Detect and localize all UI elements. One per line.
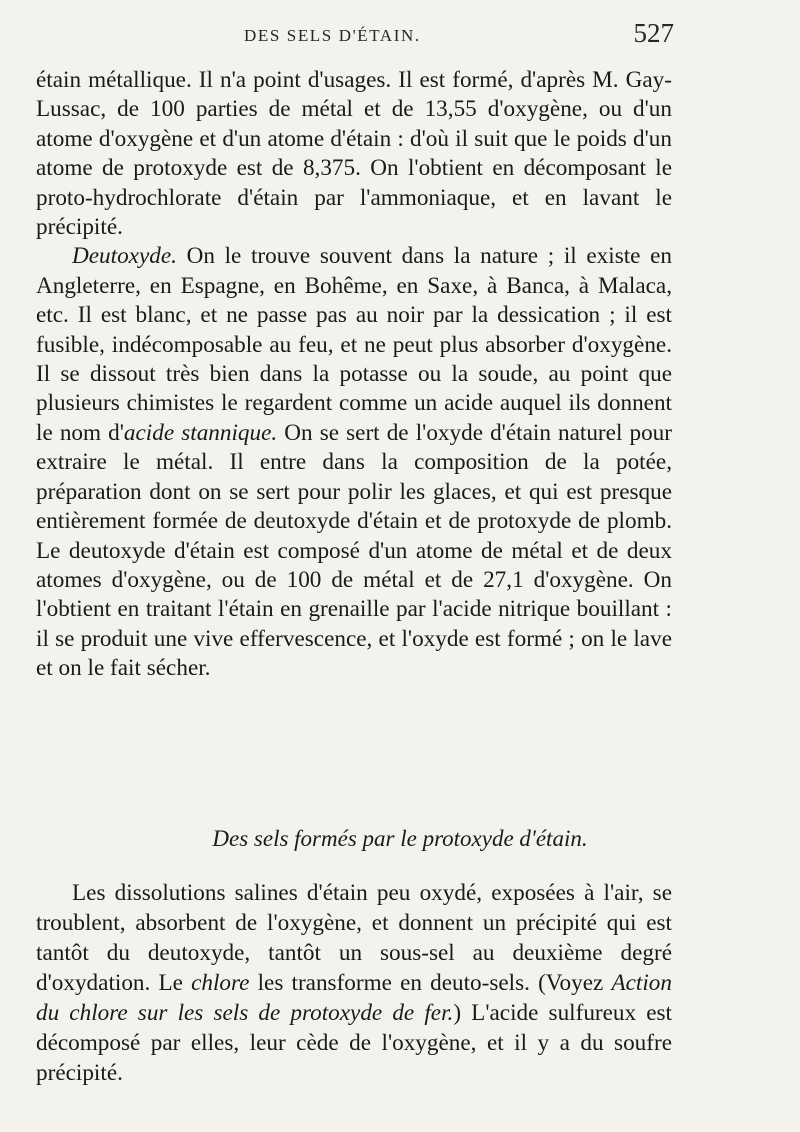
section-text-2: les transforme en deuto-sels. (Voyez	[249, 970, 612, 996]
section-text-1: Les dissolutions salines d'étain peu oxydé, exposées à l'air, se troublent, absorbent de l'oxygène, et donnent un précipité qui est tantôt du deutoxyde, tantôt un sous-sel au deuxième degré d'oxydation. Le	[36, 880, 672, 996]
term-acide-stannique: acide stannique.	[123, 419, 278, 446]
paragraph-deutoxyde-text-1: On le trouve souvent dans la nature ; il existe en Angleterre, en Espagne, en Bohême, en Saxe, à Banca, à Malaca, etc. Il est blanc, et ne passe pas au noir par la dessication ; il est fusible, indécomposable au feu, et ne peut plus absorber d'oxygène. Il se dissout très bien dans la potasse ou la soude, au point que plusieurs chimistes le regardent comme un acide auquel ils donnent le nom d'	[36, 243, 672, 446]
paragraph-deutoxyde-text-2: On se sert de l'oxyde d'étain naturel pour extraire le métal. Il entre dans la composition de la potée, préparation dont on se sert pour polir les glaces, et qui est presque entièrement formée de deutoxyde d'étain et de protoxyde de plomb. Le deutoxyde d'étain est composé d'un atome de métal et de deux atomes d'oxygène, ou de 100 de métal et de 27,1 d'oxygène. On l'obtient en traitant l'étain en grenaille par l'acide nitrique bouillant : il se produit une vive effervescence, et l'oxyde est formé ; on le lave et on le fait sécher.	[36, 419, 672, 682]
paragraph-sels-protoxyde	[36, 878, 672, 1088]
section-text	[36, 878, 672, 1088]
main-text	[36, 66, 672, 684]
section-text-3: ) L'acide sulfureux est décomposé par elles, leur cède de l'oxygène, et il y a du soufre précipité.	[36, 1000, 672, 1086]
term-chlore: chlore	[191, 970, 250, 996]
paragraph-deutoxyde	[36, 242, 672, 683]
page-number: 527	[633, 18, 674, 48]
running-header: DES SELS D'ÉTAIN.	[244, 26, 421, 45]
cross-reference: Action du chlore sur les sels de protoxyde de fer.	[36, 970, 672, 1026]
paragraph-protoxyde: étain métallique. Il n'a point d'usages. Il est formé, d'après M. Gay-Lussac, de 100 parties de métal et de 13,55 d'oxygène, ou d'un atome d'oxygène et d'un atome d'étain : d'où il suit que le poids d'un atome de protoxyde est de 8,375. On l'obtient en décomposant le proto-hydrochlorate d'étain par l'ammoniaque, et en lavant le précipité.	[36, 67, 672, 241]
term-deutoxyde: Deutoxyde.	[72, 243, 177, 270]
section-heading: Des sels formés par le protoxyde d'étain.	[212, 826, 588, 851]
